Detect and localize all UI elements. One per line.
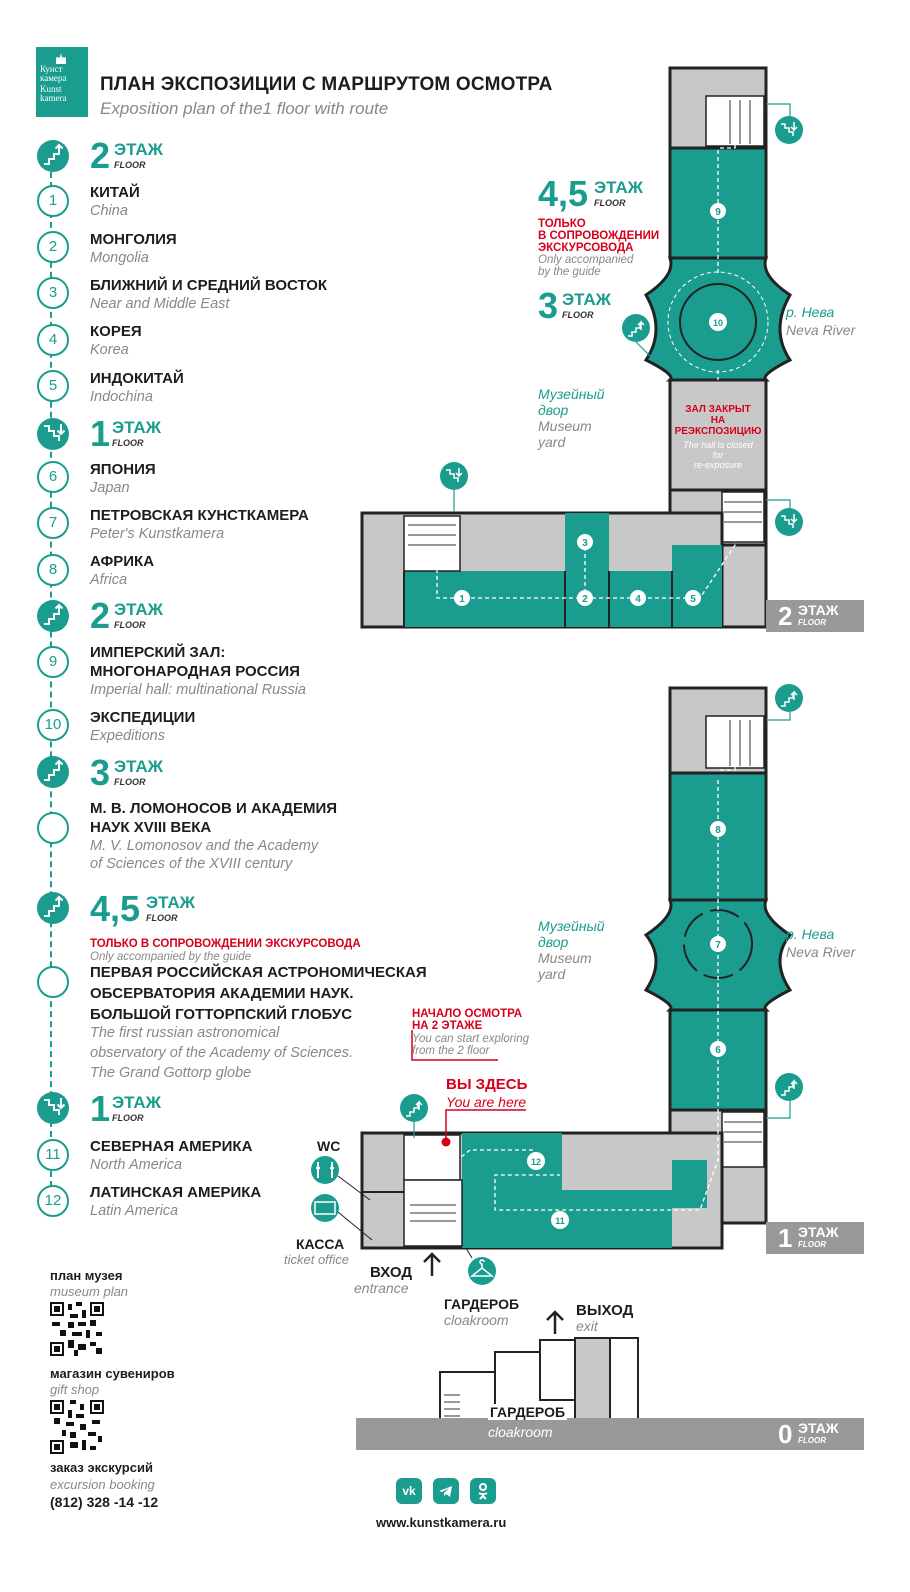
legend-number: 6 [37,461,69,493]
floor-2-bar: 2 ЭТАЖ FLOOR [766,600,864,632]
legend-item-ru: ИНДОКИТАЙ [90,370,184,387]
legend-item-ru: МНОГОНАРОДНАЯ РОССИЯ [90,663,300,680]
room-12-label: 12 [530,1157,542,1167]
entrance-arrow-icon [424,1254,440,1276]
cloakroom-label-en: cloakroom [444,1312,509,1328]
legend-item-ru: СЕВЕРНАЯ АМЕРИКА [90,1138,253,1155]
page-subtitle: Exposition plan of the1 floor with route [100,99,389,118]
entrance-label: ВХОД [370,1264,413,1281]
floor-number: 2 [90,595,111,636]
legend-number: 9 [37,646,69,678]
hall-closed-note: ЗАЛ ЗАКРЫТ НА РЕЭКСПОЗИЦИЮ [674,404,762,437]
floor-1-plan [311,684,803,1285]
map-guide-note-en: Only accompanied by the guide [538,254,634,278]
floor-word: ЭТАЖ [114,140,164,159]
museum-yard-label: Музейный двор [538,918,605,950]
legend-item-ru: БОЛЬШОЙ ГОТТОРПСКИЙ ГЛОБУС [90,1006,353,1023]
gift-shop-label-en: gift shop [50,1382,100,1397]
guide-only-note-en: Only accompanied by the guide [90,951,252,963]
you-are-here-label: ВЫ ЗДЕСЬ [446,1076,528,1093]
neva-river-label-en: Neva River [786,322,856,338]
you-are-here-dot [442,1138,451,1147]
guide-only-note: ТОЛЬКО В СОПРОВОЖДЕНИИ ЭКСКУРСОВОДА [90,938,361,950]
legend-number: 3 [37,277,69,309]
floor-word: ЭТАЖ [112,418,162,437]
wc-label: WC [317,1138,341,1154]
cloakroom-label: ГАРДЕРОБ [444,1296,520,1312]
legend-item-en: Japan [90,480,130,496]
legend-item-en: Africa [90,572,128,588]
floor-en: FLOOR [112,438,144,448]
legend-item-ru: АФРИКА [90,553,155,570]
legend-number: 10 [37,709,69,741]
floor-en: FLOOR [112,1113,144,1123]
hall-closed-note-en: The hall is closed for re-exposure [683,440,753,470]
floor-number: 2 [90,135,111,176]
room-9-label: 9 [715,207,721,218]
floor-en: FLOOR [562,310,594,320]
legend-number: 5 [37,370,69,402]
floor-number: 4,5 [538,173,589,214]
legend-item-en: observatory of the Academy of Sciences. [90,1045,354,1061]
excursion-booking-label-en: excursion booking [50,1477,155,1492]
cloakroom-label-en: cloakroom [488,1424,553,1440]
legend-number: 11 [37,1139,69,1171]
floor-number: 1 [90,413,111,454]
ticket-office-label-en: ticket office [284,1252,350,1267]
floor-number: 3 [90,752,111,793]
legend-item-en: Latin America [90,1203,179,1219]
legend-number: 7 [37,507,69,539]
exit-arrow-icon [547,1312,563,1334]
floor-0-bar: 0 ЭТАЖ FLOOR [356,1418,864,1450]
museum-yard-label: Музейный двор [538,386,605,418]
legend-item-ru: М. В. ЛОМОНОСОВ И АКАДЕМИЯ [90,800,338,817]
room-7-label: 7 [715,940,721,951]
logo-line: Kunst [40,84,62,94]
legend-item-ru: ЭКСПЕДИЦИИ [90,709,196,726]
website-link[interactable]: www.kunstkamera.ru [376,1515,507,1530]
vk-icon[interactable]: vk [396,1478,422,1504]
legend-number: 12 [37,1185,69,1217]
legend-item-en: M. V. Lomonosov and the Academy [90,838,319,854]
page-title: ПЛАН ЭКСПОЗИЦИИ С МАРШРУТОМ ОСМОТРА [100,74,553,95]
legend-item-ru: ОБСЕРВАТОРИЯ АКАДЕМИИ НАУК. [90,985,354,1002]
neva-river-label: р. Нева [786,926,835,942]
floor-word: ЭТАЖ [146,893,196,912]
legend-item-en: Peter's Kunstkamera [90,526,225,542]
legend-item-ru: ПЕТРОВСКАЯ КУНСТКАМЕРА [90,507,309,524]
floor-word: ЭТАЖ [114,600,164,619]
legend-item-ru: МОНГОЛИЯ [90,231,177,248]
room-4-label: 4 [635,594,641,605]
legend-item-en: China [90,203,128,219]
floor-number: 1 [90,1088,111,1129]
legend-item-ru: ИМПЕРСКИЙ ЗАЛ: [90,644,226,661]
floor-en: FLOOR [114,620,146,630]
legend-item-ru: БЛИЖНИЙ И СРЕДНИЙ ВОСТОК [90,277,328,294]
room-2-label: 2 [582,594,588,605]
legend-item-en: Near and Middle East [90,296,230,312]
legend-number: 1 [37,185,69,217]
museum-plan-label: план музея [50,1268,123,1283]
legend-item-en: Expeditions [90,728,165,744]
legend-item-ru: ПЕРВАЯ РОССИЙСКАЯ АСТРОНОМИЧЕСКАЯ [90,964,427,981]
map-floor-45 [538,173,644,214]
legend-item-en: Korea [90,342,129,358]
room-1-label: 1 [459,594,465,605]
room-10-label: 10 [712,318,724,328]
start-tour-note: НАЧАЛО ОСМОТРА НА 2 ЭТАЖЕ [412,1008,523,1032]
floor-word: ЭТАЖ [114,757,164,776]
legend-item-en: Mongolia [90,250,149,266]
room-6-label: 6 [715,1045,721,1056]
floor-en: FLOOR [594,198,626,208]
ticket-office-label: КАССА [296,1236,345,1252]
wc-icon [311,1156,339,1184]
legend-item-en: North America [90,1157,183,1173]
legend-item-ru: НАУК XVIII ВЕКА [90,819,212,836]
legend-number: 4 [37,324,69,356]
museum-yard-label-en: Museum yard [538,950,592,982]
exit-label: ВЫХОД [576,1302,634,1319]
legend-item-en: Indochina [90,389,153,405]
exit-label-en: exit [576,1318,598,1334]
legend-item-ru: КИТАЙ [90,184,140,201]
entrance-label-en: entrance [354,1280,409,1296]
legend-number: 8 [37,554,69,586]
floor-word: ЭТАЖ [562,290,612,309]
floor-word: ЭТАЖ [112,1093,162,1112]
museum-yard-label-en: Museum yard [538,418,592,450]
you-are-here-label-en: You are here [446,1094,527,1110]
neva-river-label: р. Нева [786,304,835,320]
floor-number: 3 [538,285,559,326]
floor-number: 4,5 [90,888,141,929]
legend-item-ru: КОРЕЯ [90,323,142,340]
legend-number: 2 [37,231,69,263]
legend-item-en: The first russian astronomical [90,1025,280,1041]
room-8-label: 8 [715,825,721,836]
logo-line: Кунст [40,64,63,74]
gift-shop-label: магазин сувениров [50,1366,175,1381]
map-floor-3 [538,285,612,326]
legend-item-en: The Grand Gottorp globe [90,1065,252,1081]
floor-1-bar: 1 ЭТАЖ FLOOR [766,1222,864,1254]
legend-item-ru: ЛАТИНСКАЯ АМЕРИКА [90,1184,262,1201]
museum-plan-label-en: museum plan [50,1284,129,1299]
cloakroom-icon [468,1257,496,1285]
floor-word: ЭТАЖ [594,178,644,197]
floor-en: FLOOR [114,160,146,170]
floor-en: FLOOR [146,913,178,923]
room-3-label: 3 [582,538,588,549]
cloakroom-label: ГАРДЕРОБ [490,1404,566,1420]
map-guide-note: ТОЛЬКО В СОПРОВОЖДЕНИИ ЭКСКУРСОВОДА [538,218,660,254]
booking-phone[interactable]: (812) 328 -14 -12 [50,1494,159,1510]
legend-item-ru: ЯПОНИЯ [90,461,156,478]
room-11-label: 11 [555,1216,565,1226]
legend-item-en: of Sciences of the XVIII century [90,856,293,872]
legend-item-en: Imperial hall: multinational Russia [90,682,306,698]
logo-line: kamera [40,93,67,103]
logo-line: камера [40,73,67,83]
start-tour-note-en: You can start exploring from the 2 floor [412,1033,529,1057]
room-5-label: 5 [690,594,696,605]
floor-en: FLOOR [114,777,146,787]
floor-2-plan [362,68,803,627]
neva-river-label-en: Neva River [786,944,856,960]
excursion-booking-label: заказ экскурсий [50,1460,153,1475]
